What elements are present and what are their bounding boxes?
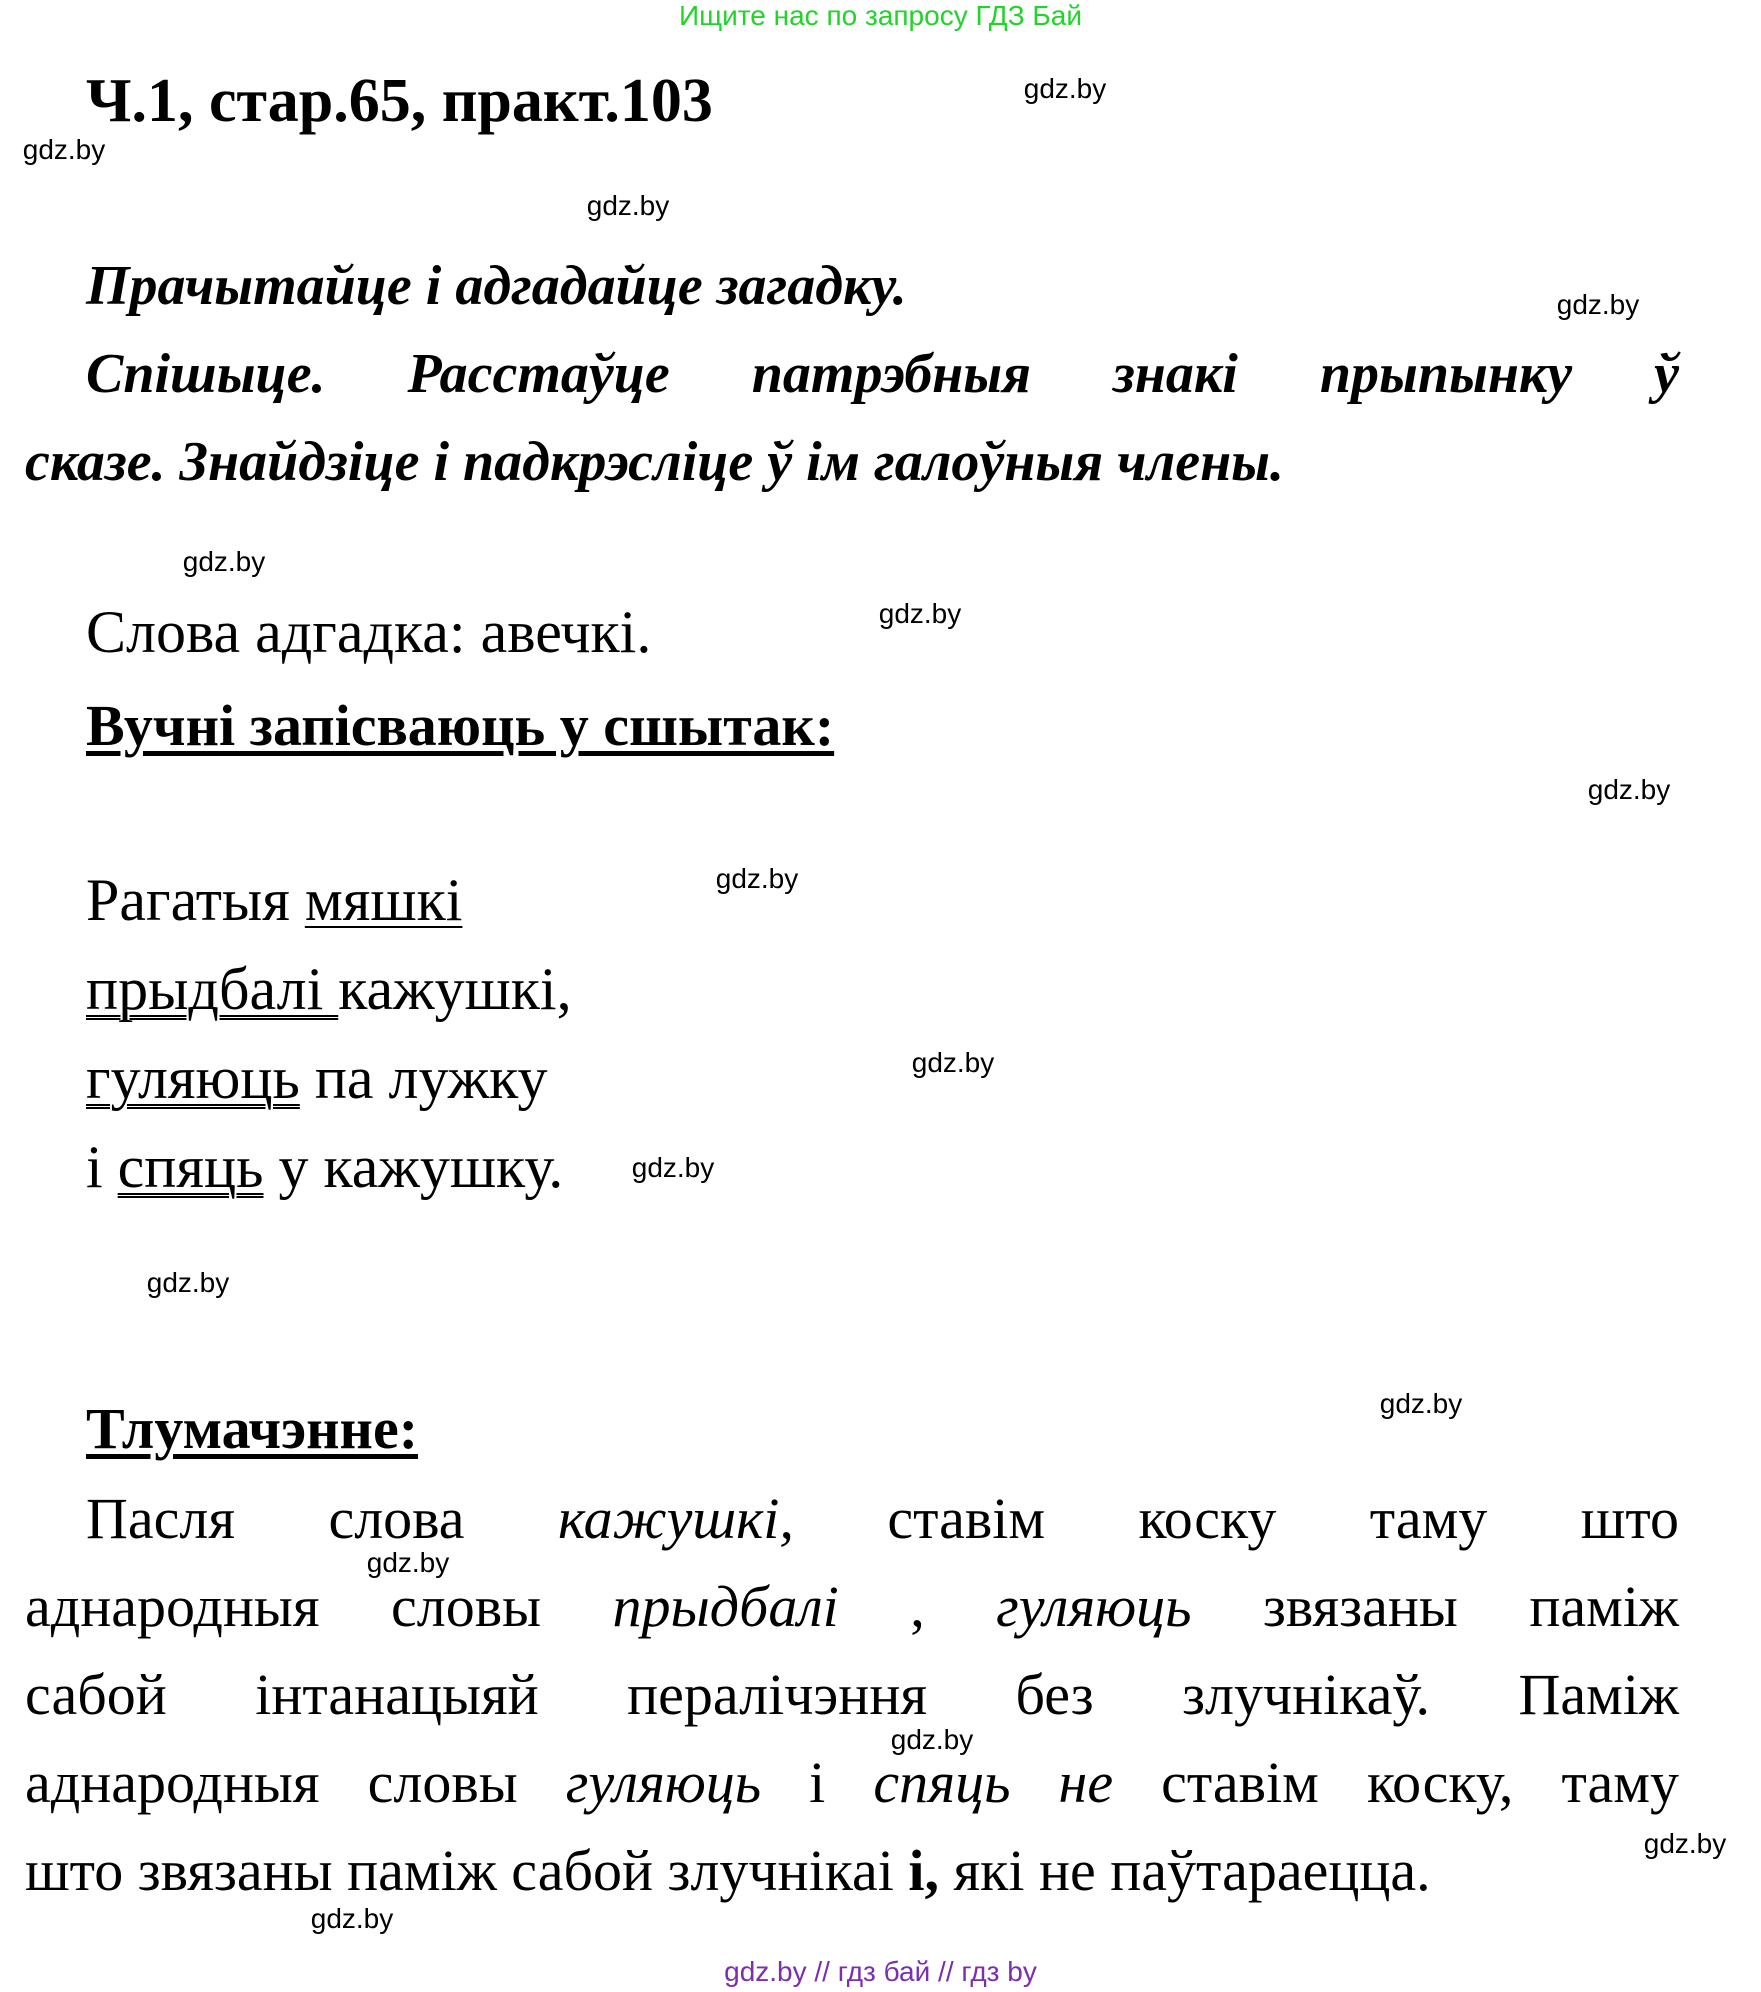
explanation-line-2	[25, 1574, 1680, 1639]
poem-text: кажушкі,	[338, 956, 572, 1022]
watermark: gdz.by	[1587, 774, 1671, 805]
italic-word: гуляюць	[996, 1574, 1192, 1639]
top-banner[interactable]: Ищите нас по запросу ГДЗ Бай	[678, 0, 1083, 31]
bold-word: і,	[908, 1838, 939, 1903]
poem-text: па лужку	[299, 1045, 548, 1111]
text: ставім коску, таму	[1113, 1750, 1679, 1815]
explanation-heading: Тлумачэнне:	[86, 1396, 419, 1461]
text: аднародныя словы	[25, 1574, 613, 1639]
predicate-word: прыдбалі	[86, 956, 339, 1022]
riddle-answer: Слова адгадка: авечкі.	[86, 599, 652, 665]
text: звязаны паміж	[1191, 1574, 1680, 1639]
predicate-word: гуляюць	[86, 1045, 300, 1111]
poem-line-2	[86, 956, 572, 1022]
watermark: gdz.by	[715, 863, 799, 894]
poem-text: Рагатыя	[86, 867, 305, 933]
poem-text: і	[86, 1134, 118, 1200]
text: ,	[838, 1574, 997, 1639]
explanation-line-3: сабой інтанацыяй пералічэння без злучнікаў. Паміж	[25, 1662, 1679, 1727]
poem-line-1	[86, 867, 463, 933]
explanation-line-1	[86, 1486, 1679, 1551]
poem-line-4	[86, 1134, 564, 1200]
page-title: Ч.1, стар.65, практ.103	[86, 67, 713, 135]
watermark: gdz.by	[911, 1047, 995, 1078]
italic-word: прыдбалі	[612, 1574, 839, 1639]
poem-text: у кажушку.	[263, 1134, 564, 1200]
watermark: gdz.by	[22, 134, 106, 165]
explanation-line-4	[25, 1750, 1679, 1815]
italic-word: кажушкі,	[557, 1486, 794, 1551]
task-line-3: сказе. Знайдзіце і падкрэсліце ў ім галоўныя члены.	[25, 431, 1285, 493]
text: што звязаны паміж сабой злучнікаі	[25, 1838, 909, 1903]
watermark: gdz.by	[890, 1724, 974, 1755]
italic-word: гуляюць	[565, 1750, 762, 1815]
watermark: gdz.by	[1556, 289, 1640, 320]
watermark: gdz.by	[366, 1547, 450, 1578]
notebook-heading: Вучні запісваюць у сшытак:	[86, 693, 835, 758]
text: які не паўтараецца.	[939, 1838, 1431, 1903]
watermark: gdz.by	[1023, 73, 1107, 104]
watermark: gdz.by	[1643, 1828, 1727, 1859]
task-line-1: Прачытайце і адгадайце загадку.	[86, 255, 907, 317]
text: Пасля слова	[86, 1486, 558, 1551]
watermark: gdz.by	[146, 1267, 230, 1298]
task-line-2: Спішыце. Расстаўце патрэбныя знакі прыпынку ў	[86, 343, 1679, 405]
watermark: gdz.by	[1379, 1388, 1463, 1419]
subject-word: мяшкі	[304, 867, 463, 933]
watermark: gdz.by	[586, 190, 670, 221]
italic-word: спяць не	[873, 1750, 1114, 1815]
text: ставім коску таму што	[793, 1486, 1679, 1551]
footer-links[interactable]: gdz.by // гдз бай // гдз by	[724, 1956, 1037, 1987]
watermark: gdz.by	[310, 1903, 394, 1934]
watermark: gdz.by	[182, 546, 266, 577]
text: і	[761, 1750, 874, 1815]
predicate-word: спяць	[117, 1134, 264, 1200]
watermark: gdz.by	[631, 1152, 715, 1183]
explanation-line-5	[25, 1838, 1431, 1903]
watermark: gdz.by	[878, 598, 962, 629]
poem-line-3	[86, 1045, 548, 1111]
text: аднародныя словы	[25, 1750, 566, 1815]
